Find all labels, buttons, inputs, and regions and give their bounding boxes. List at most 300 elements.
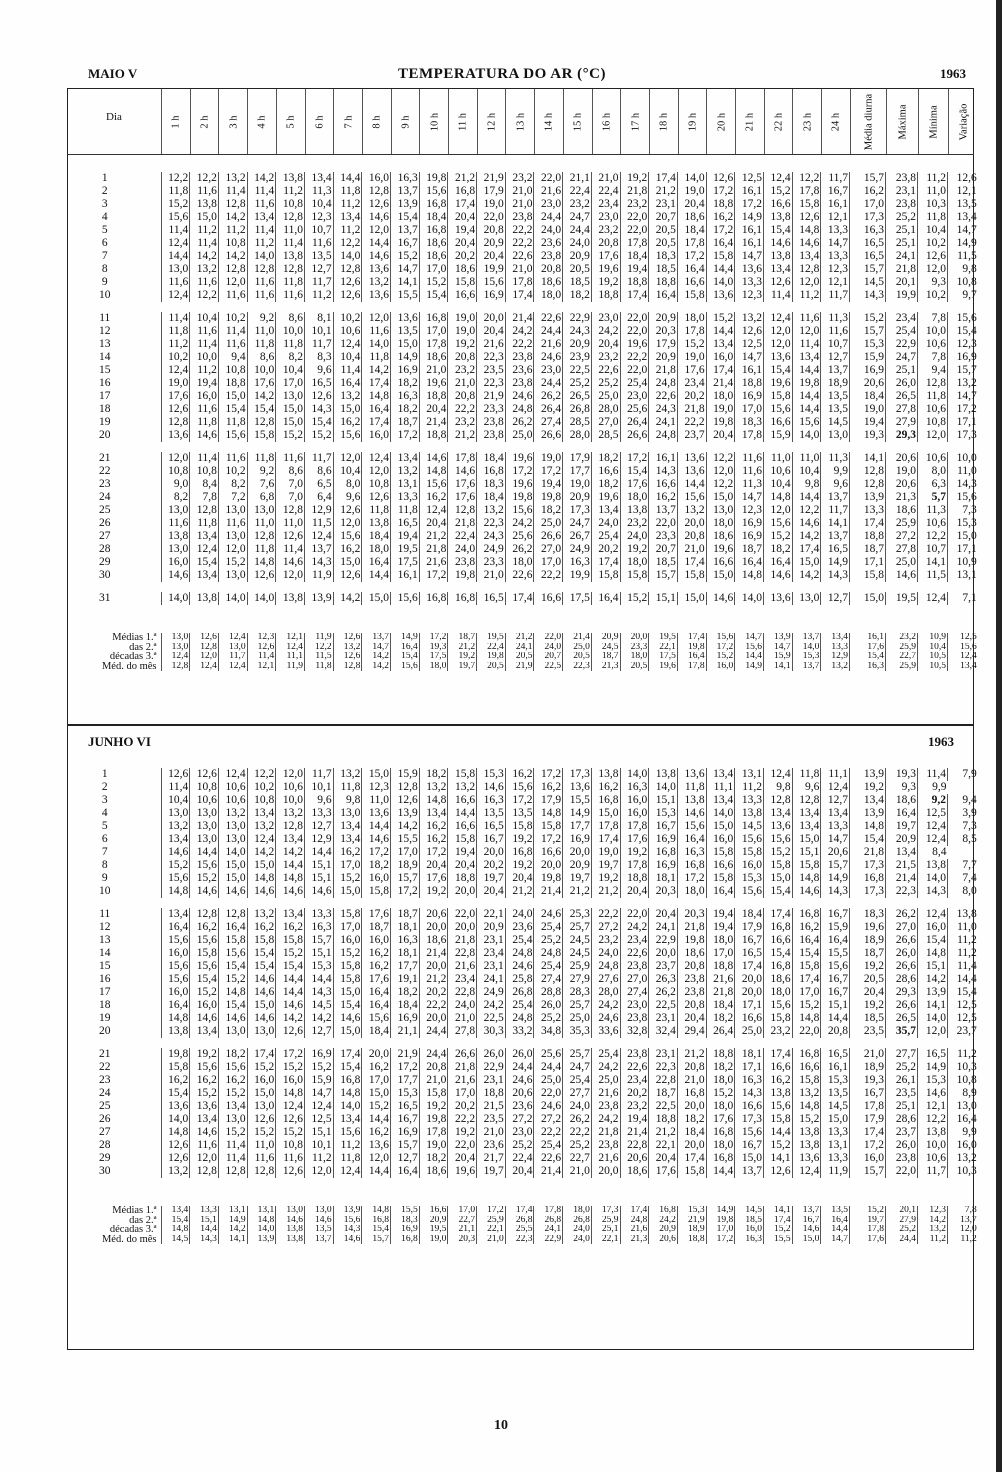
value-cell: 8,2: [218, 478, 247, 491]
value-cell: 19,5: [886, 592, 918, 605]
value-cell: 16,3: [620, 781, 649, 794]
value-cell: 16,0: [706, 351, 735, 364]
value-cell: 11,7: [304, 452, 333, 465]
value-cell: 23,4: [886, 312, 918, 325]
value-cell: 17,0: [276, 377, 305, 390]
value-cell: 14,8: [333, 1087, 362, 1100]
value-cell: 24,4: [505, 1061, 534, 1074]
value-cell: 20,0: [448, 921, 477, 934]
value-cell: 20,4: [477, 885, 506, 898]
value-cell: 24,6: [591, 1012, 620, 1025]
value-cell: 18,4: [706, 999, 735, 1012]
value-cell: 16,8: [649, 846, 678, 859]
average-cell: 23,3: [620, 643, 649, 653]
value-cell: 18,6: [763, 973, 792, 986]
value-cell: 14,0: [918, 1012, 948, 1025]
value-cell: 18,8: [706, 1048, 735, 1061]
average-cell: 13,9: [763, 633, 792, 643]
value-cell: 23,8: [886, 198, 918, 211]
value-cell: 22,6: [591, 364, 620, 377]
col-header: [247, 89, 277, 154]
value-cell: 15,0: [333, 885, 362, 898]
value-cell: 9,8: [792, 478, 821, 491]
value-cell: 20,0: [448, 885, 477, 898]
value-cell: 21,2: [591, 885, 620, 898]
average-cell: 13,4: [821, 633, 850, 643]
value-cell: 24,8: [505, 403, 534, 416]
value-cell: 12,8: [448, 504, 477, 517]
day-cell: 13: [99, 338, 111, 350]
value-cell: 21,0: [505, 185, 534, 198]
value-cell: 21,7: [477, 1152, 506, 1165]
value-cell: 15,4: [419, 289, 448, 302]
value-cell: 18,9: [850, 1061, 886, 1074]
value-cell: 16,8: [333, 1074, 362, 1087]
value-cell: 16,5: [918, 1048, 948, 1061]
col-header-dia: Dia: [106, 111, 122, 123]
value-cell: 16,3: [391, 172, 420, 185]
value-cell: 26,2: [534, 390, 563, 403]
average-label: das 2.ª: [129, 1215, 157, 1225]
value-cell: 13,6: [763, 820, 792, 833]
value-cell: 22,2: [505, 224, 534, 237]
average-cell: 14,7: [763, 643, 792, 653]
value-cell: 14,1: [391, 276, 420, 289]
value-cell: 13,0: [948, 1100, 978, 1113]
value-cell: 16,8: [448, 592, 477, 605]
value-cell: 15,2: [247, 1126, 276, 1139]
average-cell: 12,1: [247, 662, 276, 672]
value-cell: 15,0: [362, 1087, 391, 1100]
table-row: [67, 1061, 978, 1074]
value-cell: 20,8: [448, 390, 477, 403]
value-cell: 11,0: [276, 517, 305, 530]
value-cell: 16,6: [706, 859, 735, 872]
value-cell: 11,4: [792, 338, 821, 351]
value-cell: 12,4: [763, 312, 792, 325]
value-cell: 16,5: [850, 237, 886, 250]
value-cell: 21,6: [591, 1087, 620, 1100]
value-cell: 25,4: [591, 530, 620, 543]
value-cell: 25,0: [735, 1025, 764, 1038]
value-cell: 16,8: [850, 872, 886, 885]
day-cell: 17: [99, 390, 111, 402]
value-cell: 12,0: [918, 263, 948, 276]
average-cell: 12,0: [190, 652, 219, 662]
value-cell: 19,7: [477, 872, 506, 885]
value-cell: 12,4: [362, 452, 391, 465]
value-cell: 10,6: [218, 781, 247, 794]
value-cell: 17,2: [677, 872, 706, 885]
value-cell: 15,7: [821, 859, 850, 872]
value-cell: 13,4: [247, 211, 276, 224]
value-cell: 13,6: [190, 1100, 219, 1113]
value-cell: 13,9: [850, 491, 886, 504]
value-cell: 20,9: [649, 312, 678, 325]
value-cell: 12,6: [161, 768, 190, 781]
value-cell: 16,4: [362, 999, 391, 1012]
value-cell: 13,4: [190, 1113, 219, 1126]
day-cell: 19: [99, 1012, 111, 1024]
value-cell: 14,4: [190, 846, 219, 859]
value-cell: 14,9: [948, 237, 978, 250]
value-cell: 14,0: [247, 592, 276, 605]
value-cell: 9,4: [218, 351, 247, 364]
average-cell: 12,3: [247, 633, 276, 643]
value-cell: 14,8: [792, 1012, 821, 1025]
day-cell: 11: [99, 312, 111, 324]
value-cell: 17,8: [419, 1126, 448, 1139]
value-cell: 13,8: [190, 198, 219, 211]
value-cell: 23,1: [477, 960, 506, 973]
value-cell: 15,6: [218, 429, 247, 442]
average-cell: 14,5: [161, 1235, 190, 1245]
col-header-label: 8 h: [371, 114, 383, 129]
value-cell: 11,6: [161, 276, 190, 289]
value-cell: 17,3: [948, 429, 978, 442]
value-cell: 14,4: [792, 491, 821, 504]
value-cell: 12,5: [735, 172, 764, 185]
col-header: [706, 89, 736, 154]
value-cell: 11,0: [763, 452, 792, 465]
average-cell: 16,1: [850, 633, 886, 643]
average-cell: 13,0: [161, 633, 190, 643]
value-cell: 11,2: [792, 289, 821, 302]
value-cell: 14,4: [362, 569, 391, 582]
value-cell: 24,0: [534, 224, 563, 237]
value-cell: 23,7: [948, 1025, 978, 1038]
value-cell: 14,6: [792, 517, 821, 530]
value-cell: 15,7: [391, 872, 420, 885]
value-cell: 25,4: [534, 1139, 563, 1152]
value-cell: 20,8: [477, 224, 506, 237]
value-cell: 20,4: [620, 885, 649, 898]
average-cell: 17,4: [505, 1206, 534, 1216]
average-cell: 24,4: [886, 1235, 918, 1245]
value-cell: 14,4: [304, 973, 333, 986]
value-cell: 16,7: [391, 1113, 420, 1126]
value-cell: 16,8: [448, 185, 477, 198]
value-cell: 16,3: [391, 934, 420, 947]
value-cell: 20,4: [419, 403, 448, 416]
value-cell: 13,7: [735, 1165, 764, 1178]
value-cell: 12,8: [391, 781, 420, 794]
value-cell: 15,4: [850, 833, 886, 846]
value-cell: 15,0: [391, 338, 420, 351]
value-cell: 16,4: [792, 934, 821, 947]
average-cell: 13,1: [218, 1206, 247, 1216]
value-cell: 14,5: [821, 1100, 850, 1113]
value-cell: 10,6: [918, 403, 948, 416]
value-cell: 14,3: [948, 478, 978, 491]
value-cell: 22,0: [620, 211, 649, 224]
average-label: décadas 3.ª: [109, 1225, 157, 1235]
day-cell: 4: [101, 211, 108, 223]
value-cell: 17,2: [534, 833, 563, 846]
value-cell: 11,8: [161, 325, 190, 338]
value-cell: 23,2: [563, 198, 592, 211]
value-cell: 14,0: [218, 846, 247, 859]
value-cell: 14,8: [792, 224, 821, 237]
value-cell: 15,0: [850, 592, 886, 605]
value-cell: 14,6: [247, 1012, 276, 1025]
value-cell: 17,6: [620, 833, 649, 846]
value-cell: 16,9: [735, 390, 764, 403]
value-cell: 11,3: [735, 478, 764, 491]
value-cell: 23,9: [563, 351, 592, 364]
table-row: [67, 429, 978, 442]
value-cell: 12,2: [190, 289, 219, 302]
value-cell: 20,9: [563, 338, 592, 351]
value-cell: 18,8: [591, 289, 620, 302]
average-cell: 16,0: [706, 662, 735, 672]
average-cell: 21,3: [620, 1235, 649, 1245]
value-cell: 17,1: [850, 556, 886, 569]
value-cell: 15,6: [948, 491, 978, 504]
value-cell: 15,8: [850, 569, 886, 582]
day-cell: 7: [101, 250, 108, 262]
average-cell: 12,4: [218, 662, 247, 672]
value-cell: 17,8: [677, 237, 706, 250]
value-cell: 12,0: [792, 325, 821, 338]
value-cell: 10,6: [190, 794, 219, 807]
average-cell: 16,8: [391, 1235, 420, 1245]
table-row: [67, 1074, 978, 1087]
value-cell: 22,2: [448, 403, 477, 416]
value-cell: 12,4: [247, 833, 276, 846]
value-cell: 16,6: [534, 846, 563, 859]
value-cell: 15,2: [190, 1087, 219, 1100]
value-cell: 12,0: [190, 1152, 219, 1165]
value-cell: 20,9: [477, 921, 506, 934]
value-cell: 22,0: [886, 1165, 918, 1178]
value-cell: 6,8: [247, 491, 276, 504]
value-cell: 21,1: [391, 1025, 420, 1038]
table-row: [67, 833, 978, 846]
value-cell: 15,2: [620, 592, 649, 605]
value-cell: 18,6: [886, 794, 918, 807]
value-cell: 21,4: [419, 947, 448, 960]
value-cell: 12,6: [948, 172, 978, 185]
value-cell: 14,8: [218, 986, 247, 999]
value-cell: 12,8: [763, 794, 792, 807]
value-cell: 24,2: [591, 999, 620, 1012]
value-cell: 11,4: [918, 768, 948, 781]
value-cell: 13,4: [276, 908, 305, 921]
value-cell: 13,3: [821, 820, 850, 833]
value-cell: 13,2: [218, 807, 247, 820]
col-header-label: 11 h: [457, 112, 469, 131]
value-cell: 18,8: [649, 1113, 678, 1126]
value-cell: 10,2: [918, 289, 948, 302]
value-cell: 11,2: [218, 224, 247, 237]
value-cell: 9,6: [333, 491, 362, 504]
value-cell: 13,0: [333, 807, 362, 820]
value-cell: 22,2: [419, 999, 448, 1012]
value-cell: 15,8: [448, 768, 477, 781]
value-cell: 11,8: [247, 338, 276, 351]
value-cell: 18,1: [735, 1048, 764, 1061]
value-cell: 17,2: [419, 569, 448, 582]
value-cell: 6,4: [304, 491, 333, 504]
value-cell: 13,2: [477, 504, 506, 517]
value-cell: 13,0: [161, 504, 190, 517]
value-cell: 16,4: [677, 263, 706, 276]
average-cell: 25,5: [505, 1225, 534, 1235]
day-cell: 24: [99, 1087, 111, 1099]
value-cell: 19,0: [448, 325, 477, 338]
value-cell: 7,1: [948, 592, 978, 605]
value-cell: 17,4: [333, 1048, 362, 1061]
value-cell: 19,2: [620, 543, 649, 556]
average-cell: 16,3: [735, 1235, 764, 1245]
value-cell: 21,9: [391, 1048, 420, 1061]
value-cell: 8,1: [304, 312, 333, 325]
value-cell: 11,4: [218, 185, 247, 198]
value-cell: 19,2: [620, 846, 649, 859]
value-cell: 22,2: [591, 908, 620, 921]
value-cell: 24,9: [477, 543, 506, 556]
average-cell: 26,8: [563, 1216, 592, 1226]
col-header: [161, 89, 191, 154]
value-cell: 20,6: [821, 846, 850, 859]
value-cell: 24,0: [591, 947, 620, 960]
value-cell: 13,6: [362, 807, 391, 820]
value-cell: 12,2: [918, 1113, 948, 1126]
value-cell: 12,0: [333, 452, 362, 465]
col-header: [592, 89, 622, 154]
value-cell: 19,8: [419, 172, 448, 185]
value-cell: 16,9: [391, 1012, 420, 1025]
value-cell: 17,4: [505, 592, 534, 605]
value-cell: 20,4: [677, 198, 706, 211]
day-cell: 30: [99, 569, 111, 581]
value-cell: 16,5: [850, 250, 886, 263]
value-cell: 8,4: [190, 478, 219, 491]
value-cell: 16,2: [419, 820, 448, 833]
value-cell: 16,8: [792, 1048, 821, 1061]
value-cell: 11,4: [218, 1152, 247, 1165]
value-cell: 12,8: [247, 416, 276, 429]
value-cell: 15,0: [333, 403, 362, 416]
value-cell: 16,3: [735, 1074, 764, 1087]
value-cell: 21,0: [448, 377, 477, 390]
value-cell: 13,7: [391, 185, 420, 198]
value-cell: 13,8: [362, 517, 391, 530]
average-cell: 10,9: [918, 633, 948, 643]
value-cell: 9,2: [247, 312, 276, 325]
table-row: [67, 820, 978, 833]
value-cell: 15,0: [792, 556, 821, 569]
average-cell: 17,0: [448, 1206, 477, 1216]
value-cell: 24,6: [505, 1074, 534, 1087]
value-cell: 21,9: [477, 172, 506, 185]
value-cell: 11,2: [333, 1139, 362, 1152]
table-row: [67, 556, 978, 569]
value-cell: 16,0: [735, 859, 764, 872]
value-cell: 14,6: [706, 592, 735, 605]
value-cell: 24,7: [563, 211, 592, 224]
average-cell: 21,2: [505, 633, 534, 643]
value-cell: 18,7: [649, 1087, 678, 1100]
value-cell: 9,3: [886, 781, 918, 794]
value-cell: 12,9: [304, 504, 333, 517]
value-cell: 16,8: [763, 960, 792, 973]
value-cell: 29,3: [886, 986, 918, 999]
value-cell: 8,2: [161, 491, 190, 504]
value-cell: 13,6: [161, 1100, 190, 1113]
value-cell: 19,0: [448, 312, 477, 325]
value-cell: 26,6: [534, 530, 563, 543]
value-cell: 15,6: [735, 1126, 764, 1139]
value-cell: 14,4: [763, 1126, 792, 1139]
value-cell: 14,8: [792, 872, 821, 885]
average-cell: 26,8: [534, 1216, 563, 1226]
value-cell: 21,0: [850, 1048, 886, 1061]
value-cell: 7,6: [247, 478, 276, 491]
value-cell: 25,4: [534, 921, 563, 934]
value-cell: 17,0: [850, 198, 886, 211]
value-cell: 15,6: [161, 934, 190, 947]
table-row: [67, 276, 978, 289]
value-cell: 14,3: [304, 986, 333, 999]
value-cell: 24,2: [477, 999, 506, 1012]
value-cell: 15,9: [304, 1074, 333, 1087]
average-cell: 12,4: [276, 643, 305, 653]
average-cell: 17,2: [419, 633, 448, 643]
value-cell: 13,0: [276, 390, 305, 403]
average-cell: 19,7: [850, 1216, 886, 1226]
value-cell: 24,8: [534, 947, 563, 960]
value-cell: 13,0: [218, 530, 247, 543]
value-cell: 11,4: [247, 185, 276, 198]
value-cell: 12,4: [304, 1100, 333, 1113]
value-cell: 17,4: [735, 960, 764, 973]
value-cell: 25,0: [591, 390, 620, 403]
value-cell: 15,8: [706, 250, 735, 263]
average-cell: 14,2: [362, 662, 391, 672]
value-cell: 16,2: [276, 921, 305, 934]
value-cell: 10,9: [948, 556, 978, 569]
value-cell: 27,8: [448, 1025, 477, 1038]
value-cell: 16,6: [448, 289, 477, 302]
value-cell: 19,0: [563, 478, 592, 491]
value-cell: 14,5: [304, 999, 333, 1012]
value-cell: 18,0: [534, 289, 563, 302]
day-cell: 23: [99, 1074, 111, 1086]
value-cell: 15,8: [448, 833, 477, 846]
value-cell: 15,3: [477, 768, 506, 781]
day-cell: 22: [99, 1061, 111, 1073]
value-cell: 12,0: [362, 1152, 391, 1165]
value-cell: 15,1: [304, 1126, 333, 1139]
value-cell: 12,8: [850, 465, 886, 478]
value-cell: 23,2: [591, 351, 620, 364]
value-cell: 21,2: [649, 185, 678, 198]
value-cell: 14,7: [304, 1087, 333, 1100]
value-cell: 23,0: [534, 198, 563, 211]
day-cell: 6: [101, 237, 108, 249]
june-year: 1963: [928, 734, 954, 749]
value-cell: 15,6: [190, 859, 219, 872]
value-cell: 16,6: [735, 1012, 764, 1025]
average-cell: 14,3: [333, 1225, 362, 1235]
value-cell: 15,4: [620, 465, 649, 478]
value-cell: 16,2: [218, 1074, 247, 1087]
value-cell: 24,2: [591, 325, 620, 338]
value-cell: 16,8: [677, 859, 706, 872]
table-row: [67, 1100, 978, 1113]
